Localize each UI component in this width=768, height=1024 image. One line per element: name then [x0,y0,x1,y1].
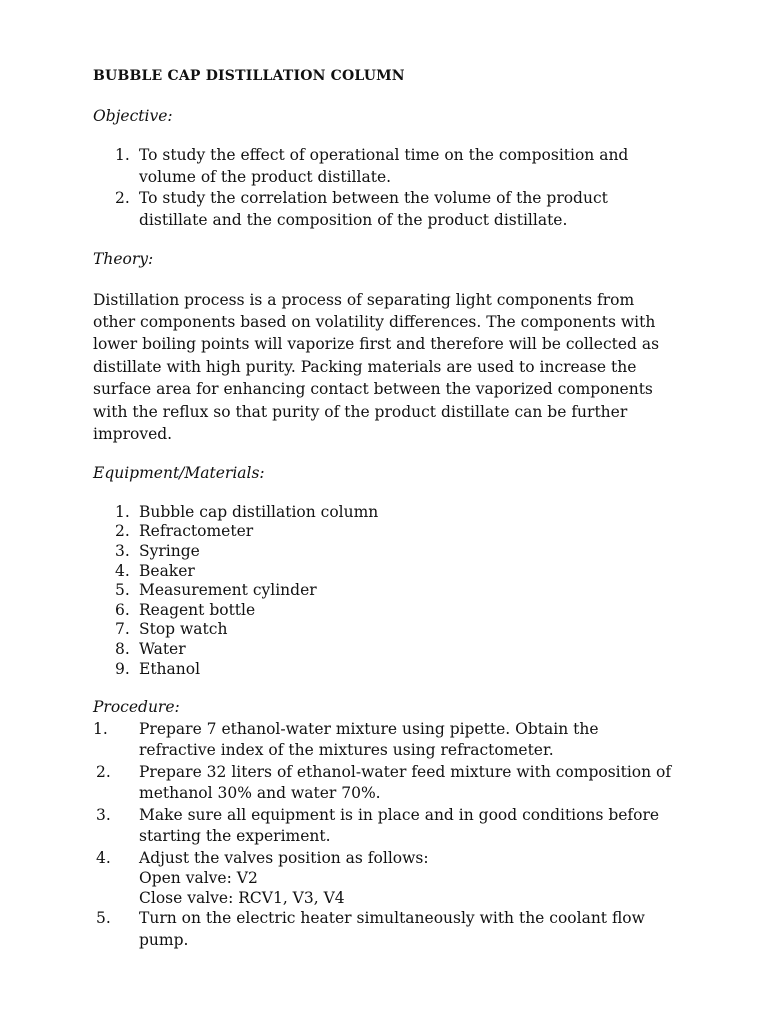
list-item-text: Prepare 32 liters of ethanol-water feed mixture with composition of methanol 30% and water 70%. [139,762,672,803]
list-item [93,188,678,231]
list-number: 7. [115,620,130,639]
list-item [93,762,678,805]
list-item-text: Reagent bottle [139,600,256,619]
list-number: 9. [115,659,130,678]
list-item-text: Measurement cylinder [139,581,317,600]
list-item-text: Make sure all equipment is in place and in good conditions before starting the experiment. [139,805,660,846]
theory-heading: Theory: [93,250,154,268]
document-title: BUBBLE CAP DISTILLATION COLUMN [93,68,405,84]
list-item [93,581,678,601]
list-number: 3. [96,805,111,824]
list-item-text: Prepare 7 ethanol-water mixture using pipette. Obtain the refractive index of the mixtures using refractometer. [139,719,599,760]
list-item [93,542,678,562]
list-item [93,719,678,762]
list-number: 6. [115,600,130,619]
list-number: 3. [115,542,130,561]
list-item-text: Beaker [139,561,195,580]
objective-list [93,145,678,231]
list-item-text: Water [139,640,186,658]
list-item [93,503,678,523]
list-number: 2. [96,762,111,781]
list-number: 2. [115,522,130,541]
list-number: 4. [96,848,111,867]
list-item [93,908,678,951]
list-number: 4. [115,561,130,580]
list-item-text: Syringe [139,542,200,561]
theory-paragraph: Distillation process is a process of separating light components from other components based on volatility differences. The components with lower boiling points will vaporize first and therefore will be collected as distillate with high purity. Packing materials are used to increase the surface area for enhancing contact between the vaporized components with the reflux so that purity of the product distillate can be further improved. [93,290,660,443]
list-item-text: Adjust the valves position as follows: [139,848,429,867]
equipment-heading: Equipment/Materials: [93,464,265,483]
objective-heading: Objective: [93,106,173,125]
list-item [93,145,678,188]
list-item-text: To study the correlation between the volume of the product distillate and the composition of the product distillate. [139,189,608,229]
valve-close-line: Close valve: RCV1, V3, V4 [139,888,345,907]
list-number: 8. [115,640,130,658]
procedure-list [93,719,678,952]
list-number: 1. [115,502,130,521]
list-number: 1. [93,719,108,738]
list-item-text: Turn on the electric heater simultaneously with the coolant flow pump. [139,909,645,949]
list-item [93,805,678,848]
list-item-text: Stop watch [139,620,228,639]
list-item-text: Refractometer [139,522,254,541]
list-item [93,601,678,621]
document-page [93,66,678,951]
list-item-text: Ethanol [139,659,201,678]
list-item [93,660,678,680]
equipment-list [93,503,678,679]
list-item [93,848,678,909]
list-item [93,640,678,660]
list-item [93,562,678,582]
list-number: 5. [96,909,111,928]
list-item [93,522,678,542]
valve-open-line: Open valve: V2 [139,869,258,888]
list-number: 5. [115,581,130,600]
list-number: 2. [115,189,130,207]
procedure-heading: Procedure: [93,698,180,717]
list-item-text: Bubble cap distillation column [139,502,379,521]
list-item [93,620,678,640]
list-number: 1. [115,146,130,164]
list-item-text: To study the effect of operational time on the composition and volume of the product distillate. [139,146,629,186]
